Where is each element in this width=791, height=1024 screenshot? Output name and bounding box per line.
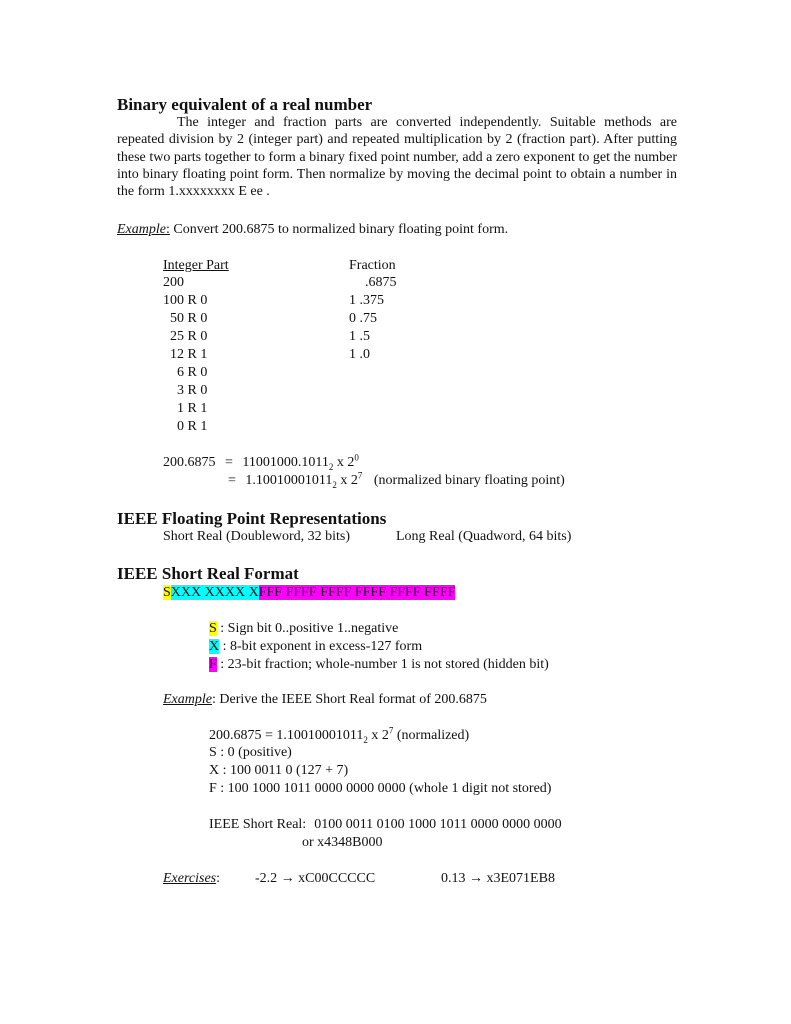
section-heading-ieee-representations: IEEE Floating Point Representations xyxy=(117,509,387,528)
result-times: x 2 xyxy=(333,455,355,470)
integer-row: 100 R 0 xyxy=(163,293,208,308)
exercises-colon: : xyxy=(216,871,221,886)
fraction-header: Fraction xyxy=(349,258,396,273)
legend-text: : 23-bit fraction; whole-number 1 is not stored (hidden bit) xyxy=(216,657,549,672)
legend-text: : 8-bit exponent in excess-127 form xyxy=(219,639,423,654)
intro-paragraph-text: The integer and fraction parts are converted independently. Suitable methods are repeated division by 2 (integer part) and repeated multiplication by 2 (fraction part). After putting these two parts together to form a binary fixed point number, add a zero exponent to get the number into binary floating point form. Then normalize by moving the decimal point to obtain a number in the form 1.xxxxxxxx E ee . xyxy=(117,115,677,200)
fraction-row: .6875 xyxy=(365,275,397,290)
format-sign-bits: S xyxy=(163,585,171,600)
section-heading-short-real-format: IEEE Short Real Format xyxy=(117,564,299,583)
result-note: (normalized binary floating point) xyxy=(373,473,565,488)
integer-row: 25 R 0 xyxy=(170,329,208,344)
result-line-2 xyxy=(228,472,565,489)
fraction-row: 1 .5 xyxy=(349,329,370,344)
result-exponent: 7 xyxy=(357,470,363,481)
result-lhs: 200.6875 xyxy=(163,455,216,470)
integer-row: 1 R 1 xyxy=(177,401,208,416)
derivation-exponent-line: X : 100 0011 0 (127 + 7) xyxy=(209,763,349,778)
example-colon: : xyxy=(165,222,170,237)
example-line xyxy=(117,221,508,238)
result-equals: = xyxy=(228,473,236,488)
legend-key-s: S xyxy=(209,621,217,636)
ieee-short-real-value: 0100 0011 0100 1000 1011 0000 0000 0000 xyxy=(314,817,562,832)
exercises-label-line xyxy=(163,870,220,887)
derivation-exponent: 7 xyxy=(388,725,394,736)
fraction-row: 1 .375 xyxy=(349,293,384,308)
result-line-1 xyxy=(163,454,359,471)
result-base-subscript: 2 xyxy=(328,461,334,472)
exercises-label: Exercises xyxy=(163,871,217,886)
derivation-sign: S : 0 (positive) xyxy=(209,745,292,760)
example2-text: : Derive the IEEE Short Real format of 200.6875 xyxy=(211,692,487,707)
ieee-short-real-label: IEEE Short Real: xyxy=(209,817,307,832)
derivation-subscript: 2 xyxy=(363,734,368,745)
integer-row: 6 R 0 xyxy=(177,365,208,380)
derivation-times: x 2 xyxy=(367,728,389,743)
short-real-label: Short Real (Doubleword, 32 bits) xyxy=(163,529,351,544)
integer-part-header: Integer Part xyxy=(163,258,229,273)
fraction-row: 0 .75 xyxy=(349,311,377,326)
result-times: x 2 xyxy=(336,473,358,488)
format-bit-layout xyxy=(163,584,455,601)
integer-row: 50 R 0 xyxy=(170,311,208,326)
derivation-suffix: (normalized) xyxy=(393,728,470,743)
legend-exponent xyxy=(209,638,422,655)
derivation-normalized xyxy=(209,727,469,744)
example2-label: Example xyxy=(163,692,212,707)
long-real-label: Long Real (Quadword, 64 bits) xyxy=(396,529,572,544)
section-heading-binary-equivalent: Binary equivalent of a real number xyxy=(117,95,373,114)
legend-key-x: X xyxy=(209,639,220,654)
legend-fraction xyxy=(209,656,549,673)
integer-row: 12 R 1 xyxy=(170,347,208,362)
example-text: Convert 200.6875 to normalized binary floating point form. xyxy=(169,222,509,237)
result-base-subscript: 2 xyxy=(332,479,337,490)
exercise-2: 0.13 → x3E071EB8 xyxy=(441,871,555,886)
fraction-row: 1 .0 xyxy=(349,347,370,362)
integer-row: 0 R 1 xyxy=(177,419,208,434)
derivation-fraction-line: F : 100 1000 1011 0000 0000 0000 (whole 1 digit not stored) xyxy=(209,781,552,796)
example-label: Example xyxy=(117,222,166,237)
result-equals: = xyxy=(225,455,233,470)
derivation-mantissa: 200.6875 = 1.10010001011 xyxy=(209,728,364,743)
example2-line xyxy=(163,691,487,708)
format-exponent-bits: XXX XXXX X xyxy=(170,585,259,600)
result-mantissa: 11001000.1011 xyxy=(242,455,329,470)
integer-row: 3 R 0 xyxy=(177,383,208,398)
result-exponent: 0 xyxy=(354,452,359,463)
hex-line: or x4348B000 xyxy=(302,835,383,850)
exercise-1: -2.2 → xC00CCCCC xyxy=(255,871,376,886)
result-normalized-mantissa: 1.10010001011 xyxy=(245,473,333,488)
ieee-short-real-line xyxy=(209,816,562,833)
legend-sign xyxy=(209,620,398,637)
integer-row: 200 xyxy=(163,275,184,290)
legend-text: : Sign bit 0..positive 1..negative xyxy=(216,621,399,636)
format-fraction-bits: FFF FFFF FFFF FFFF FFFF FFFF xyxy=(258,585,456,600)
legend-key-f: F xyxy=(209,657,217,672)
intro-paragraph xyxy=(117,114,677,200)
